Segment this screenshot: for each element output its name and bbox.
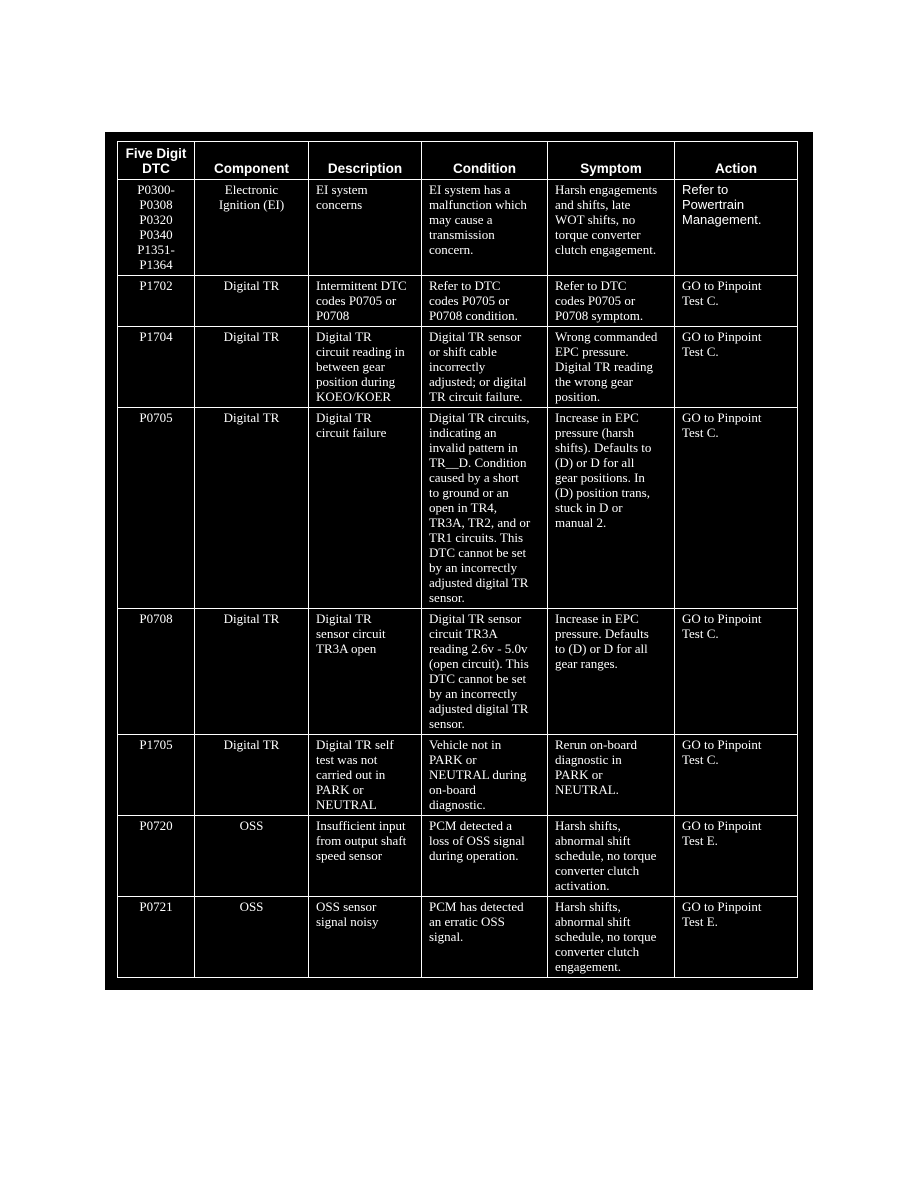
description-cell: Digital TR self test was not carried out in PARK or NEUTRAL	[309, 735, 422, 816]
component-cell: Digital TR	[195, 609, 309, 735]
table-row	[118, 408, 798, 609]
component-cell: Digital TR	[195, 735, 309, 816]
description-cell: Digital TR sensor circuit TR3A open	[309, 609, 422, 735]
action-cell: GO to Pinpoint Test C.	[675, 276, 798, 327]
header-component: Component	[195, 142, 309, 180]
dtc-cell: P0708	[118, 609, 195, 735]
action-cell: GO to Pinpoint Test E.	[675, 816, 798, 897]
symptom-cell: Harsh engagements and shifts, late WOT shifts, no torque converter clutch engagement.	[548, 180, 675, 276]
condition-cell: EI system has a malfunction which may cause a transmission concern.	[422, 180, 548, 276]
action-cell: GO to Pinpoint Test C.	[675, 327, 798, 408]
symptom-cell: Rerun on-board diagnostic in PARK or NEUTRAL.	[548, 735, 675, 816]
component-cell: Digital TR	[195, 408, 309, 609]
symptom-cell: Increase in EPC pressure (harsh shifts). Defaults to (D) or D for all gear positions. In (D) position trans, stuck in D or manual 2.	[548, 408, 675, 609]
table-row	[118, 735, 798, 816]
table-row	[118, 816, 798, 897]
action-cell: GO to Pinpoint Test C.	[675, 609, 798, 735]
dtc-cell: P0721	[118, 897, 195, 978]
condition-cell: Vehicle not in PARK or NEUTRAL during on-board diagnostic.	[422, 735, 548, 816]
dtc-table-panel	[105, 132, 813, 990]
condition-cell: Digital TR circuits, indicating an invalid pattern in TR__D. Condition caused by a short to ground or an open in TR4, TR3A, TR2, and or TR1 circuits. This DTC cannot be set by an incorrectly adjusted digital TR sensor.	[422, 408, 548, 609]
dtc-cell: P1702	[118, 276, 195, 327]
action-cell: Refer to Powertrain Management.	[675, 180, 798, 276]
component-cell: OSS	[195, 816, 309, 897]
description-cell: EI system concerns	[309, 180, 422, 276]
description-cell: Digital TR circuit reading in between gear position during KOEO/KOER	[309, 327, 422, 408]
condition-cell: PCM detected a loss of OSS signal during operation.	[422, 816, 548, 897]
condition-cell: Digital TR sensor or shift cable incorrectly adjusted; or digital TR circuit failure.	[422, 327, 548, 408]
dtc-cell: P0705	[118, 408, 195, 609]
description-cell: OSS sensor signal noisy	[309, 897, 422, 978]
symptom-cell: Increase in EPC pressure. Defaults to (D) or D for all gear ranges.	[548, 609, 675, 735]
condition-cell: PCM has detected an erratic OSS signal.	[422, 897, 548, 978]
symptom-cell: Harsh shifts, abnormal shift schedule, no torque converter clutch activation.	[548, 816, 675, 897]
description-cell: Insufficient input from output shaft speed sensor	[309, 816, 422, 897]
table-row	[118, 276, 798, 327]
action-cell: GO to Pinpoint Test C.	[675, 735, 798, 816]
dtc-cell: P1705	[118, 735, 195, 816]
action-cell: GO to Pinpoint Test E.	[675, 897, 798, 978]
table-row	[118, 897, 798, 978]
header-symptom: Symptom	[548, 142, 675, 180]
component-cell: OSS	[195, 897, 309, 978]
header-five-digit-dtc: Five Digit DTC	[118, 142, 195, 180]
symptom-cell: Wrong commanded EPC pressure. Digital TR reading the wrong gear position.	[548, 327, 675, 408]
description-cell: Digital TR circuit failure	[309, 408, 422, 609]
table-row	[118, 609, 798, 735]
symptom-cell: Harsh shifts, abnormal shift schedule, no torque converter clutch engagement.	[548, 897, 675, 978]
dtc-table	[117, 141, 798, 978]
dtc-cell: P0720	[118, 816, 195, 897]
condition-cell: Refer to DTC codes P0705 or P0708 condition.	[422, 276, 548, 327]
component-cell: Electronic Ignition (EI)	[195, 180, 309, 276]
component-cell: Digital TR	[195, 276, 309, 327]
dtc-cell: P0300- P0308 P0320 P0340 P1351- P1364	[118, 180, 195, 276]
dtc-cell: P1704	[118, 327, 195, 408]
table-header-row	[118, 142, 798, 180]
action-cell: GO to Pinpoint Test C.	[675, 408, 798, 609]
component-cell: Digital TR	[195, 327, 309, 408]
header-action: Action	[675, 142, 798, 180]
description-cell: Intermittent DTC codes P0705 or P0708	[309, 276, 422, 327]
header-description: Description	[309, 142, 422, 180]
table-row	[118, 180, 798, 276]
table-row	[118, 327, 798, 408]
symptom-cell: Refer to DTC codes P0705 or P0708 symptom.	[548, 276, 675, 327]
condition-cell: Digital TR sensor circuit TR3A reading 2.6v - 5.0v (open circuit). This DTC cannot be set by an incorrectly adjusted digital TR sensor.	[422, 609, 548, 735]
header-condition: Condition	[422, 142, 548, 180]
